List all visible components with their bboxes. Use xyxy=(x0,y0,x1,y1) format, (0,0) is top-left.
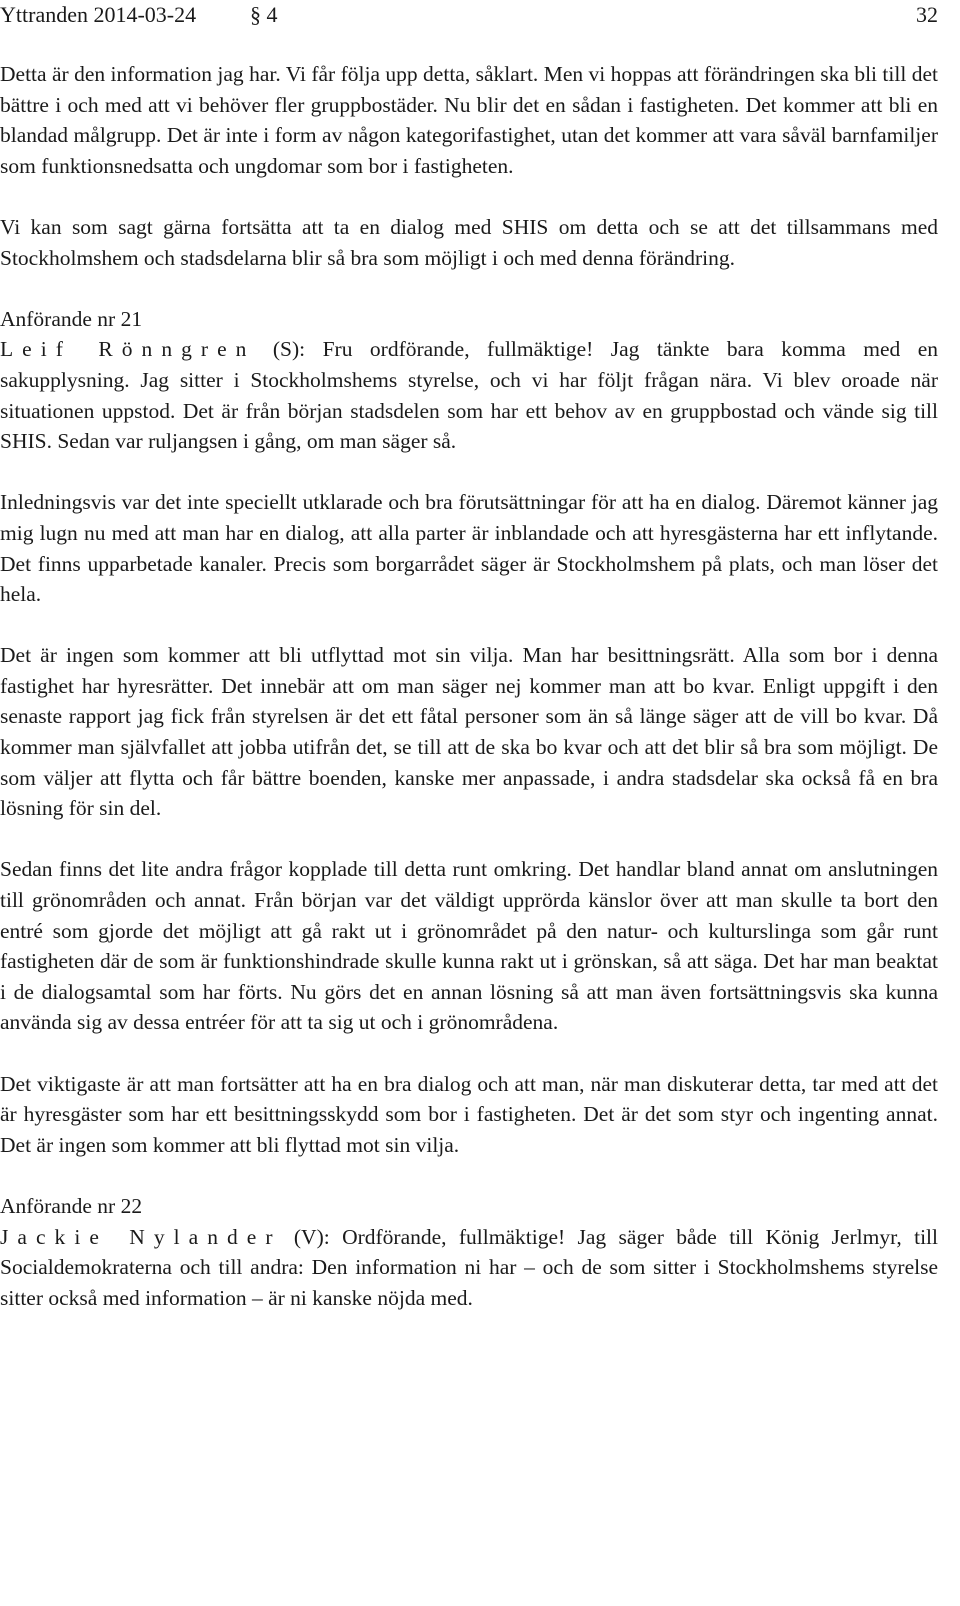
speech-paragraph xyxy=(0,1222,938,1314)
header-section: § 4 xyxy=(250,2,278,27)
paragraph: Det viktigaste är att man fortsätter att ha en bra dialog och att man, när man diskuterar detta, tar med att det är hyresgäster som har ett besittningsskydd som bor i fastigheten. Det är det som styr och ingenting annat. Det är ingen som kommer att bli flyttad mot sin vilja. xyxy=(0,1071,938,1157)
speech-text: (V): Ordförande, fullmäktige! Jag säger både till König Jerlmyr, till Socialdemokraterna och till andra: Den information ni har – och de som sitter i Stockholmshems styrelse sitter också med information – är ni kanske nöjda med. xyxy=(0,1224,938,1310)
paragraph: Detta är den information jag har. Vi får följa upp detta, såklart. Men vi hoppas att förändringen ska bli till det bättre i och med att vi behöver fler gruppbostäder. Nu blir det en sådan i fastigheten. Det kommer att bli en blandad målgrupp. Det är inte i form av någon kategorifastighet, utan det kommer att vara såväl barnfamiljer som funktionsnedsatta och ungdomar som bor i fastigheten. xyxy=(0,62,938,178)
page-header xyxy=(0,0,938,30)
speech-text: (S): Fru ordförande, fullmäktige! Jag tänkte bara komma med en sakupplysning. Jag sitter i Stockholmshems styrelse, och vi har följt frågan nära. Vi blev oroade när situationen uppstod. Det är från början stadsdelen som har ett behov av en gruppbostad och vände sig till SHIS. Sedan var ruljangsen i gång, om man säger så. xyxy=(0,337,938,454)
page-number: 32 xyxy=(916,2,938,27)
speech-heading: Anförande nr 22 xyxy=(0,1193,143,1218)
speech-heading: Anförande nr 21 xyxy=(0,306,143,331)
paragraph: Inledningsvis var det inte speciellt utklarade och bra förutsättningar för att ha en dialog. Däremot känner jag mig lugn nu med att man har en dialog, att alla parter är inblandade och att hyresgästerna har ett inflytande. Det finns upparbetade kanaler. Precis som borgarrådet säger är Stockholmshem på plats, och man löser det hela. xyxy=(0,490,938,607)
speaker-name: Leif Rönngren xyxy=(0,337,256,362)
speaker-name: Jackie Nylander xyxy=(0,1224,282,1249)
speech-paragraph xyxy=(0,334,938,456)
paragraph: Vi kan som sagt gärna fortsätta att ta en dialog med SHIS om detta och se att det tillsammans med Stockholmshem och stadsdelarna blir så bra som möjligt i och med denna förändring. xyxy=(0,214,938,270)
paragraph: Sedan finns det lite andra frågor kopplade till detta runt omkring. Det handlar bland annat om anslutningen till grönområden och annat. Från början var det väldigt upprörda känslor över att man skulle ta bort den entré som gjorde det möjligt att gå rakt ut i grönområdet på den natur- och kulturslinga som går runt fastigheten där de som är funktionshindrade skulle kunna rakt ut i grönskan, så att säga. Det har man beaktat i de dialogsamtal som har förts. Nu görs det en annan lösning så att man även fortsättningsvis ska kunna använda sig av dessa entréer för att ta sig ut och i grönområdena. xyxy=(0,857,938,1035)
document-body xyxy=(0,59,938,1313)
header-date: Yttranden 2014-03-24 xyxy=(0,2,197,27)
paragraph: Det är ingen som kommer att bli utflyttad mot sin vilja. Man har besittningsrätt. Alla som bor i denna fastighet har hyresrätter. Det innebär att om man säger nej kommer man att bo kvar. Enligt uppgift i den senaste rapport jag fick från styrelsen är det ett fåtal personer som än så länge säger att de vill bo kvar. Då kommer man självfallet att jobba utifrån det, se till att de ska bo kvar och att det blir så bra som möjligt. De som väljer att flytta och får bättre boenden, kanske mer anpassade, i andra stadsdelar ska också få en bra lösning för sin del. xyxy=(0,643,938,821)
